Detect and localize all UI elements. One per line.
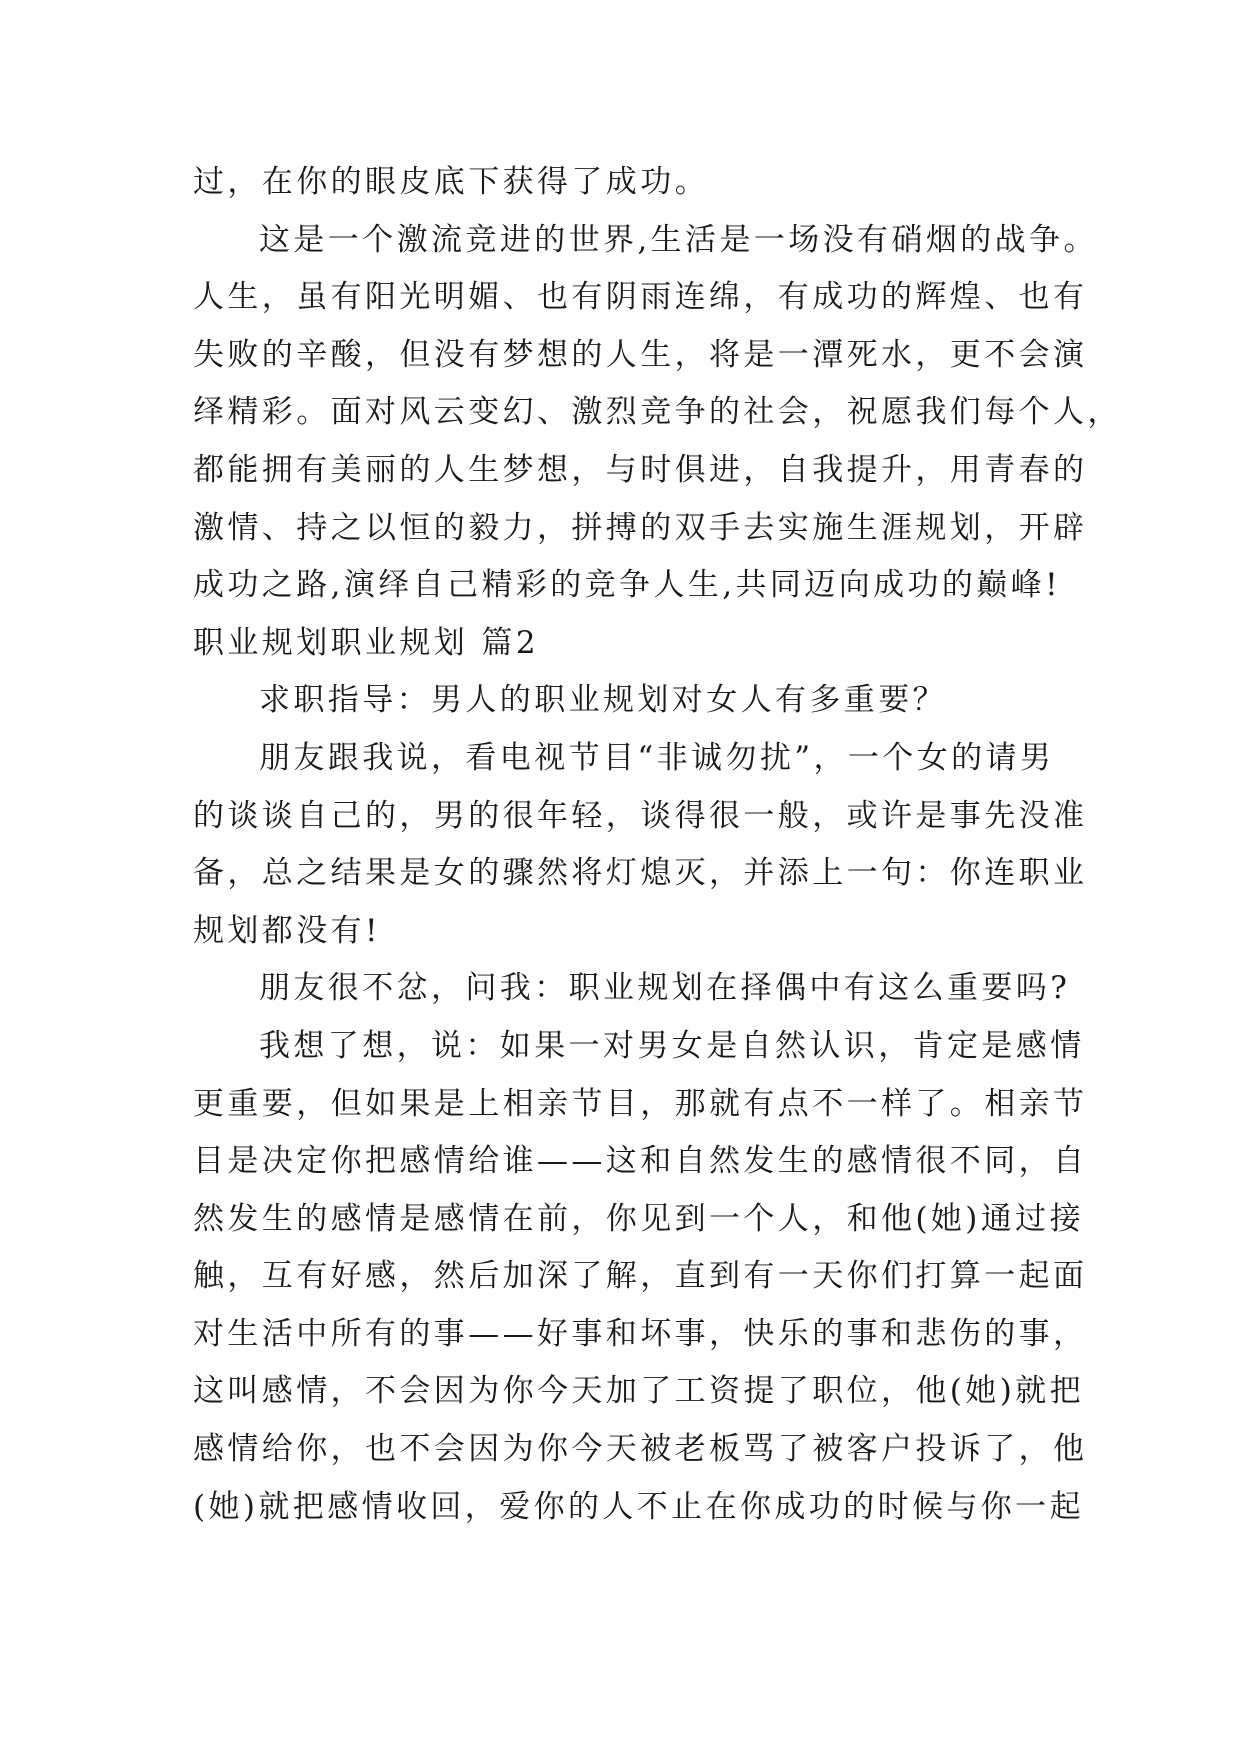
- paragraph-start-line: 朋友很不忿，问我：职业规划在择偶中有这么重要吗?: [259, 970, 1071, 1007]
- text-line: 备，总之结果是女的骤然将灯熄灭，并添上一句：你连职业: [193, 855, 1088, 892]
- paragraph-start-line: 朋友跟我说，看电视节目“非诚勿扰”，一个女的请男: [259, 739, 1055, 776]
- text-line: 都能拥有美丽的人生梦想，与时俱进，自我提升，用青春的: [193, 451, 1088, 488]
- text-line: 更重要，但如果是上相亲节目，那就有点不一样了。相亲节: [193, 1085, 1088, 1122]
- text-line: 绎精彩。面对风云变幻、激烈竞争的社会，祝愿我们每个人，: [193, 394, 1122, 431]
- text-line: 人生，虽有阳光明媚、也有阴雨连绵，有成功的辉煌、也有: [193, 279, 1088, 316]
- text-line: 对生活中所有的事——好事和坏事，快乐的事和悲伤的事，: [193, 1315, 1088, 1352]
- text-line: 然发生的感情是感情在前，你见到一个人，和他(她)通过接: [193, 1200, 1084, 1237]
- paragraph-start-line: 这是一个激流竞进的世界,生活是一场没有硝烟的战争。: [259, 221, 1098, 258]
- text-line: 这叫感情，不会因为你今天加了工资提了职位，他(她)就把: [193, 1373, 1084, 1410]
- text-line: 感情给你，也不会因为你今天被老板骂了被客户投诉了，他: [193, 1431, 1088, 1468]
- text-line: 失败的辛酸，但没有梦想的人生，将是一潭死水，更不会演: [193, 336, 1088, 373]
- text-line: 激情、持之以恒的毅力，拼搏的双手去实施生涯规划，开辟: [193, 509, 1088, 546]
- text-line: 触，互有好感，然后加深了解，直到有一天你们打算一起面: [193, 1258, 1088, 1295]
- text-line: 过，在你的眼皮底下获得了成功。: [193, 164, 709, 200]
- text-line: 规划都没有!: [193, 912, 381, 949]
- section-heading: 职业规划职业规划 篇2: [193, 624, 539, 661]
- text-line: 成功之路,演绎自己精彩的竞争人生,共同迈向成功的巅峰!: [193, 567, 1061, 604]
- paragraph-start-line: 我想了想，说：如果一对男女是自然认识，肯定是感情: [259, 1027, 1085, 1064]
- text-line: 的谈谈自己的，男的很年轻，谈得很一般，或许是事先没准: [193, 797, 1088, 834]
- document-body: [193, 154, 1122, 1536]
- subtitle-line: 求职指导：男人的职业规划对女人有多重要？: [259, 682, 947, 719]
- text-line: (她)就把感情收回，爱你的人不止在你成功的时候与你一起: [193, 1488, 1084, 1525]
- text-line: 目是决定你把感情给谁——这和自然发生的感情很不同，自: [193, 1143, 1088, 1180]
